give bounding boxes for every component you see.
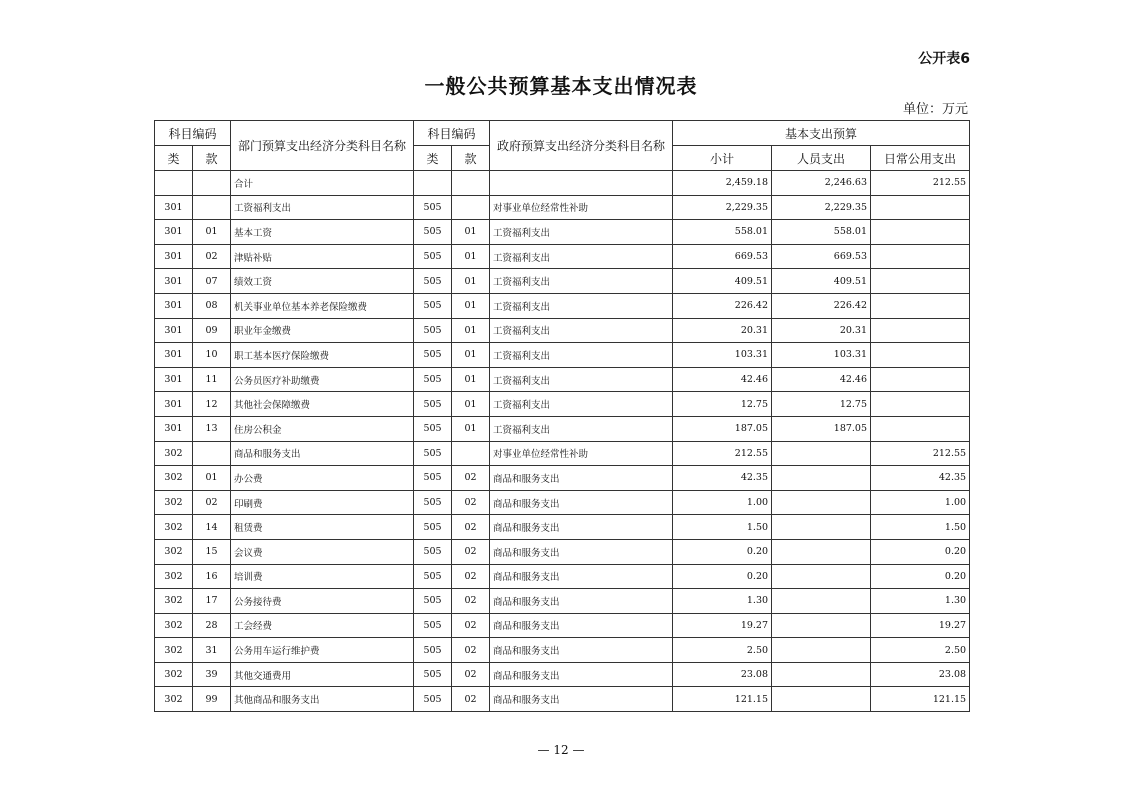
cell-gov-kuan	[452, 195, 490, 220]
dept-name-header: 部门预算支出经济分类科目名称	[231, 121, 414, 171]
cell-subtotal: 0.20	[673, 564, 772, 589]
cell-dept-lei: 301	[155, 367, 193, 392]
cell-dept-lei: 301	[155, 392, 193, 417]
cell-daily: 212.55	[871, 441, 970, 466]
cell-gov-name: 商品和服务支出	[490, 662, 673, 687]
cell-daily: 2.50	[871, 638, 970, 663]
table-row	[155, 367, 970, 392]
cell-daily: 121.15	[871, 687, 970, 712]
cell-dept-kuan: 02	[193, 490, 231, 515]
cell-gov-lei: 505	[414, 318, 452, 343]
cell-subtotal: 1.00	[673, 490, 772, 515]
cell-gov-name: 工资福利支出	[490, 244, 673, 269]
cell-dept-name: 基本工资	[231, 220, 414, 245]
cell-dept-kuan: 07	[193, 269, 231, 294]
cell-subtotal: 409.51	[673, 269, 772, 294]
cell-gov-kuan: 01	[452, 244, 490, 269]
table-row	[155, 220, 970, 245]
cell-personnel	[772, 638, 871, 663]
cell-dept-lei: 302	[155, 589, 193, 614]
cell-gov-lei: 505	[414, 367, 452, 392]
cell-gov-kuan: 01	[452, 416, 490, 441]
cell-subtotal: 226.42	[673, 293, 772, 318]
cell-daily: 0.20	[871, 564, 970, 589]
cell-subtotal: 669.53	[673, 244, 772, 269]
cell-dept-kuan: 14	[193, 515, 231, 540]
cell-gov-name: 工资福利支出	[490, 392, 673, 417]
cell-dept-lei: 302	[155, 466, 193, 491]
cell-gov-lei: 505	[414, 466, 452, 491]
cell-dept-kuan: 99	[193, 687, 231, 712]
cell-dept-kuan: 02	[193, 244, 231, 269]
cell-dept-kuan: 01	[193, 466, 231, 491]
cell-personnel: 409.51	[772, 269, 871, 294]
cell-personnel	[772, 515, 871, 540]
cell-gov-kuan: 02	[452, 564, 490, 589]
cell-gov-lei: 505	[414, 638, 452, 663]
cell-gov-lei: 505	[414, 564, 452, 589]
cell-daily: 1.00	[871, 490, 970, 515]
cell-dept-kuan: 11	[193, 367, 231, 392]
cell-dept-lei: 302	[155, 638, 193, 663]
table-row	[155, 343, 970, 368]
table-row	[155, 441, 970, 466]
cell-gov-lei: 505	[414, 687, 452, 712]
cell-personnel	[772, 613, 871, 638]
cell-personnel	[772, 539, 871, 564]
cell-dept-name: 职工基本医疗保险缴费	[231, 343, 414, 368]
table-row	[155, 293, 970, 318]
cell-dept-lei: 301	[155, 244, 193, 269]
cell-dept-lei: 301	[155, 343, 193, 368]
cell-subtotal: 2,229.35	[673, 195, 772, 220]
cell-subtotal: 20.31	[673, 318, 772, 343]
gov-lei-header: 类	[414, 146, 452, 171]
table-row	[155, 466, 970, 491]
cell-daily	[871, 318, 970, 343]
cell-subtotal: 1.50	[673, 515, 772, 540]
cell-daily: 1.50	[871, 515, 970, 540]
cell-personnel	[772, 466, 871, 491]
table-row	[155, 539, 970, 564]
cell-dept-lei: 302	[155, 687, 193, 712]
cell-subtotal: 23.08	[673, 662, 772, 687]
cell-daily	[871, 293, 970, 318]
cell-daily	[871, 244, 970, 269]
cell-dept-name: 商品和服务支出	[231, 441, 414, 466]
cell-gov-name: 商品和服务支出	[490, 638, 673, 663]
cell-gov-name: 工资福利支出	[490, 318, 673, 343]
cell-dept-name: 工会经费	[231, 613, 414, 638]
cell-dept-lei: 301	[155, 318, 193, 343]
cell-subtotal: 212.55	[673, 441, 772, 466]
cell-dept-lei: 301	[155, 220, 193, 245]
cell-gov-kuan: 01	[452, 367, 490, 392]
cell-gov-name: 商品和服务支出	[490, 490, 673, 515]
cell-dept-kuan: 17	[193, 589, 231, 614]
cell-dept-lei: 301	[155, 269, 193, 294]
page-title: 一般公共预算基本支出情况表	[424, 74, 698, 98]
table-row	[155, 318, 970, 343]
cell-dept-lei: 302	[155, 662, 193, 687]
cell-dept-name: 办公费	[231, 466, 414, 491]
cell-gov-kuan	[452, 171, 490, 196]
table-row	[155, 171, 970, 196]
cell-personnel: 2,246.63	[772, 171, 871, 196]
cell-gov-lei: 505	[414, 392, 452, 417]
table-row	[155, 613, 970, 638]
cell-gov-name: 商品和服务支出	[490, 564, 673, 589]
cell-gov-name: 对事业单位经常性补助	[490, 195, 673, 220]
gov-code-group-header: 科目编码	[414, 121, 490, 146]
cell-personnel: 226.42	[772, 293, 871, 318]
cell-gov-kuan: 02	[452, 539, 490, 564]
cell-gov-lei	[414, 171, 452, 196]
cell-gov-kuan: 02	[452, 466, 490, 491]
cell-gov-kuan: 02	[452, 638, 490, 663]
cell-dept-lei: 302	[155, 490, 193, 515]
cell-gov-lei: 505	[414, 490, 452, 515]
cell-subtotal: 1.30	[673, 589, 772, 614]
cell-dept-name: 职业年金缴费	[231, 318, 414, 343]
cell-gov-lei: 505	[414, 220, 452, 245]
cell-subtotal: 187.05	[673, 416, 772, 441]
cell-personnel: 558.01	[772, 220, 871, 245]
cell-gov-lei: 505	[414, 269, 452, 294]
cell-subtotal: 2.50	[673, 638, 772, 663]
cell-dept-kuan: 31	[193, 638, 231, 663]
dept-kuan-header: 款	[193, 146, 231, 171]
cell-gov-lei: 505	[414, 293, 452, 318]
unit-label: 单位：万元	[902, 102, 968, 117]
cell-dept-kuan: 39	[193, 662, 231, 687]
table-row	[155, 638, 970, 663]
cell-subtotal: 121.15	[673, 687, 772, 712]
cell-gov-kuan: 01	[452, 293, 490, 318]
cell-personnel	[772, 687, 871, 712]
cell-personnel: 2,229.35	[772, 195, 871, 220]
cell-dept-kuan: 08	[193, 293, 231, 318]
budget-table	[154, 120, 970, 712]
table-row	[155, 589, 970, 614]
cell-gov-name: 商品和服务支出	[490, 613, 673, 638]
cell-gov-kuan: 01	[452, 343, 490, 368]
cell-subtotal: 19.27	[673, 613, 772, 638]
cell-dept-lei: 302	[155, 515, 193, 540]
table-row	[155, 490, 970, 515]
cell-gov-name: 工资福利支出	[490, 269, 673, 294]
cell-subtotal: 12.75	[673, 392, 772, 417]
subtotal-header: 小计	[673, 146, 772, 171]
cell-gov-kuan: 02	[452, 613, 490, 638]
cell-daily	[871, 195, 970, 220]
gov-name-header: 政府预算支出经济分类科目名称	[490, 121, 673, 171]
cell-personnel: 103.31	[772, 343, 871, 368]
cell-gov-lei: 505	[414, 244, 452, 269]
cell-daily: 23.08	[871, 662, 970, 687]
cell-gov-lei: 505	[414, 539, 452, 564]
table-row	[155, 662, 970, 687]
cell-dept-lei: 302	[155, 539, 193, 564]
cell-gov-lei: 505	[414, 343, 452, 368]
cell-dept-lei: 302	[155, 441, 193, 466]
cell-personnel: 12.75	[772, 392, 871, 417]
cell-dept-kuan	[193, 441, 231, 466]
page-number: — 12 —	[537, 743, 585, 757]
cell-gov-name: 商品和服务支出	[490, 466, 673, 491]
cell-personnel	[772, 564, 871, 589]
cell-daily	[871, 343, 970, 368]
cell-dept-name: 印刷费	[231, 490, 414, 515]
cell-dept-kuan	[193, 195, 231, 220]
cell-dept-lei: 302	[155, 613, 193, 638]
cell-dept-kuan	[193, 171, 231, 196]
cell-gov-lei: 505	[414, 613, 452, 638]
cell-dept-name: 公务用车运行维护费	[231, 638, 414, 663]
cell-personnel: 20.31	[772, 318, 871, 343]
table-header	[155, 121, 970, 171]
cell-dept-lei: 301	[155, 293, 193, 318]
cell-dept-kuan: 01	[193, 220, 231, 245]
cell-dept-lei	[155, 171, 193, 196]
cell-gov-lei: 505	[414, 416, 452, 441]
cell-gov-name: 商品和服务支出	[490, 687, 673, 712]
cell-gov-lei: 505	[414, 515, 452, 540]
cell-gov-name: 商品和服务支出	[490, 539, 673, 564]
cell-gov-kuan: 01	[452, 269, 490, 294]
cell-dept-kuan: 12	[193, 392, 231, 417]
table-row	[155, 564, 970, 589]
cell-dept-name: 机关事业单位基本养老保险缴费	[231, 293, 414, 318]
cell-dept-kuan: 10	[193, 343, 231, 368]
cell-personnel: 42.46	[772, 367, 871, 392]
dept-lei-header: 类	[155, 146, 193, 171]
cell-dept-kuan: 15	[193, 539, 231, 564]
cell-gov-lei: 505	[414, 589, 452, 614]
cell-gov-lei: 505	[414, 662, 452, 687]
cell-gov-kuan: 01	[452, 220, 490, 245]
cell-dept-name: 绩效工资	[231, 269, 414, 294]
cell-dept-kuan: 16	[193, 564, 231, 589]
cell-gov-kuan: 01	[452, 392, 490, 417]
cell-dept-name: 工资福利支出	[231, 195, 414, 220]
daily-header: 日常公用支出	[871, 146, 970, 171]
cell-daily: 42.35	[871, 466, 970, 491]
cell-personnel	[772, 441, 871, 466]
cell-gov-name	[490, 171, 673, 196]
cell-dept-name: 培训费	[231, 564, 414, 589]
cell-daily	[871, 220, 970, 245]
cell-gov-name: 工资福利支出	[490, 416, 673, 441]
cell-daily	[871, 392, 970, 417]
cell-subtotal: 558.01	[673, 220, 772, 245]
table-body	[155, 171, 970, 712]
cell-daily	[871, 269, 970, 294]
cell-dept-kuan: 28	[193, 613, 231, 638]
dept-code-group-header: 科目编码	[155, 121, 231, 146]
gov-kuan-header: 款	[452, 146, 490, 171]
cell-personnel	[772, 589, 871, 614]
table-row	[155, 244, 970, 269]
cell-daily: 0.20	[871, 539, 970, 564]
cell-daily: 19.27	[871, 613, 970, 638]
cell-dept-lei: 301	[155, 195, 193, 220]
cell-gov-lei: 505	[414, 441, 452, 466]
table-row	[155, 687, 970, 712]
cell-gov-kuan: 02	[452, 662, 490, 687]
cell-daily	[871, 416, 970, 441]
cell-subtotal: 103.31	[673, 343, 772, 368]
cell-daily	[871, 367, 970, 392]
cell-gov-kuan: 02	[452, 687, 490, 712]
table-row	[155, 269, 970, 294]
cell-dept-name: 其他交通费用	[231, 662, 414, 687]
cell-dept-name: 公务接待费	[231, 589, 414, 614]
table-row	[155, 195, 970, 220]
cell-subtotal: 0.20	[673, 539, 772, 564]
cell-dept-lei: 301	[155, 416, 193, 441]
cell-gov-name: 工资福利支出	[490, 293, 673, 318]
cell-dept-name: 租赁费	[231, 515, 414, 540]
cell-dept-name: 其他商品和服务支出	[231, 687, 414, 712]
cell-gov-name: 工资福利支出	[490, 220, 673, 245]
cell-subtotal: 42.35	[673, 466, 772, 491]
cell-gov-kuan: 02	[452, 515, 490, 540]
cell-gov-name: 商品和服务支出	[490, 589, 673, 614]
table-row	[155, 416, 970, 441]
cell-subtotal: 2,459.18	[673, 171, 772, 196]
table-row	[155, 392, 970, 417]
cell-gov-name: 工资福利支出	[490, 343, 673, 368]
personnel-header: 人员支出	[772, 146, 871, 171]
budget-group-header: 基本支出预算	[673, 121, 970, 146]
cell-dept-kuan: 13	[193, 416, 231, 441]
cell-dept-name: 住房公积金	[231, 416, 414, 441]
cell-gov-lei: 505	[414, 195, 452, 220]
table-number-label: 公开表6	[918, 51, 970, 67]
cell-personnel: 669.53	[772, 244, 871, 269]
cell-daily: 212.55	[871, 171, 970, 196]
cell-gov-kuan	[452, 441, 490, 466]
cell-gov-name: 商品和服务支出	[490, 515, 673, 540]
cell-dept-name: 合计	[231, 171, 414, 196]
cell-gov-name: 对事业单位经常性补助	[490, 441, 673, 466]
cell-dept-kuan: 09	[193, 318, 231, 343]
cell-personnel: 187.05	[772, 416, 871, 441]
cell-subtotal: 42.46	[673, 367, 772, 392]
cell-personnel	[772, 490, 871, 515]
cell-dept-name: 津贴补贴	[231, 244, 414, 269]
cell-daily: 1.30	[871, 589, 970, 614]
cell-gov-name: 工资福利支出	[490, 367, 673, 392]
cell-dept-name: 其他社会保障缴费	[231, 392, 414, 417]
cell-dept-name: 公务员医疗补助缴费	[231, 367, 414, 392]
cell-dept-name: 会议费	[231, 539, 414, 564]
cell-gov-kuan: 02	[452, 589, 490, 614]
cell-dept-lei: 302	[155, 564, 193, 589]
cell-gov-kuan: 02	[452, 490, 490, 515]
cell-personnel	[772, 662, 871, 687]
cell-gov-kuan: 01	[452, 318, 490, 343]
table-row	[155, 515, 970, 540]
